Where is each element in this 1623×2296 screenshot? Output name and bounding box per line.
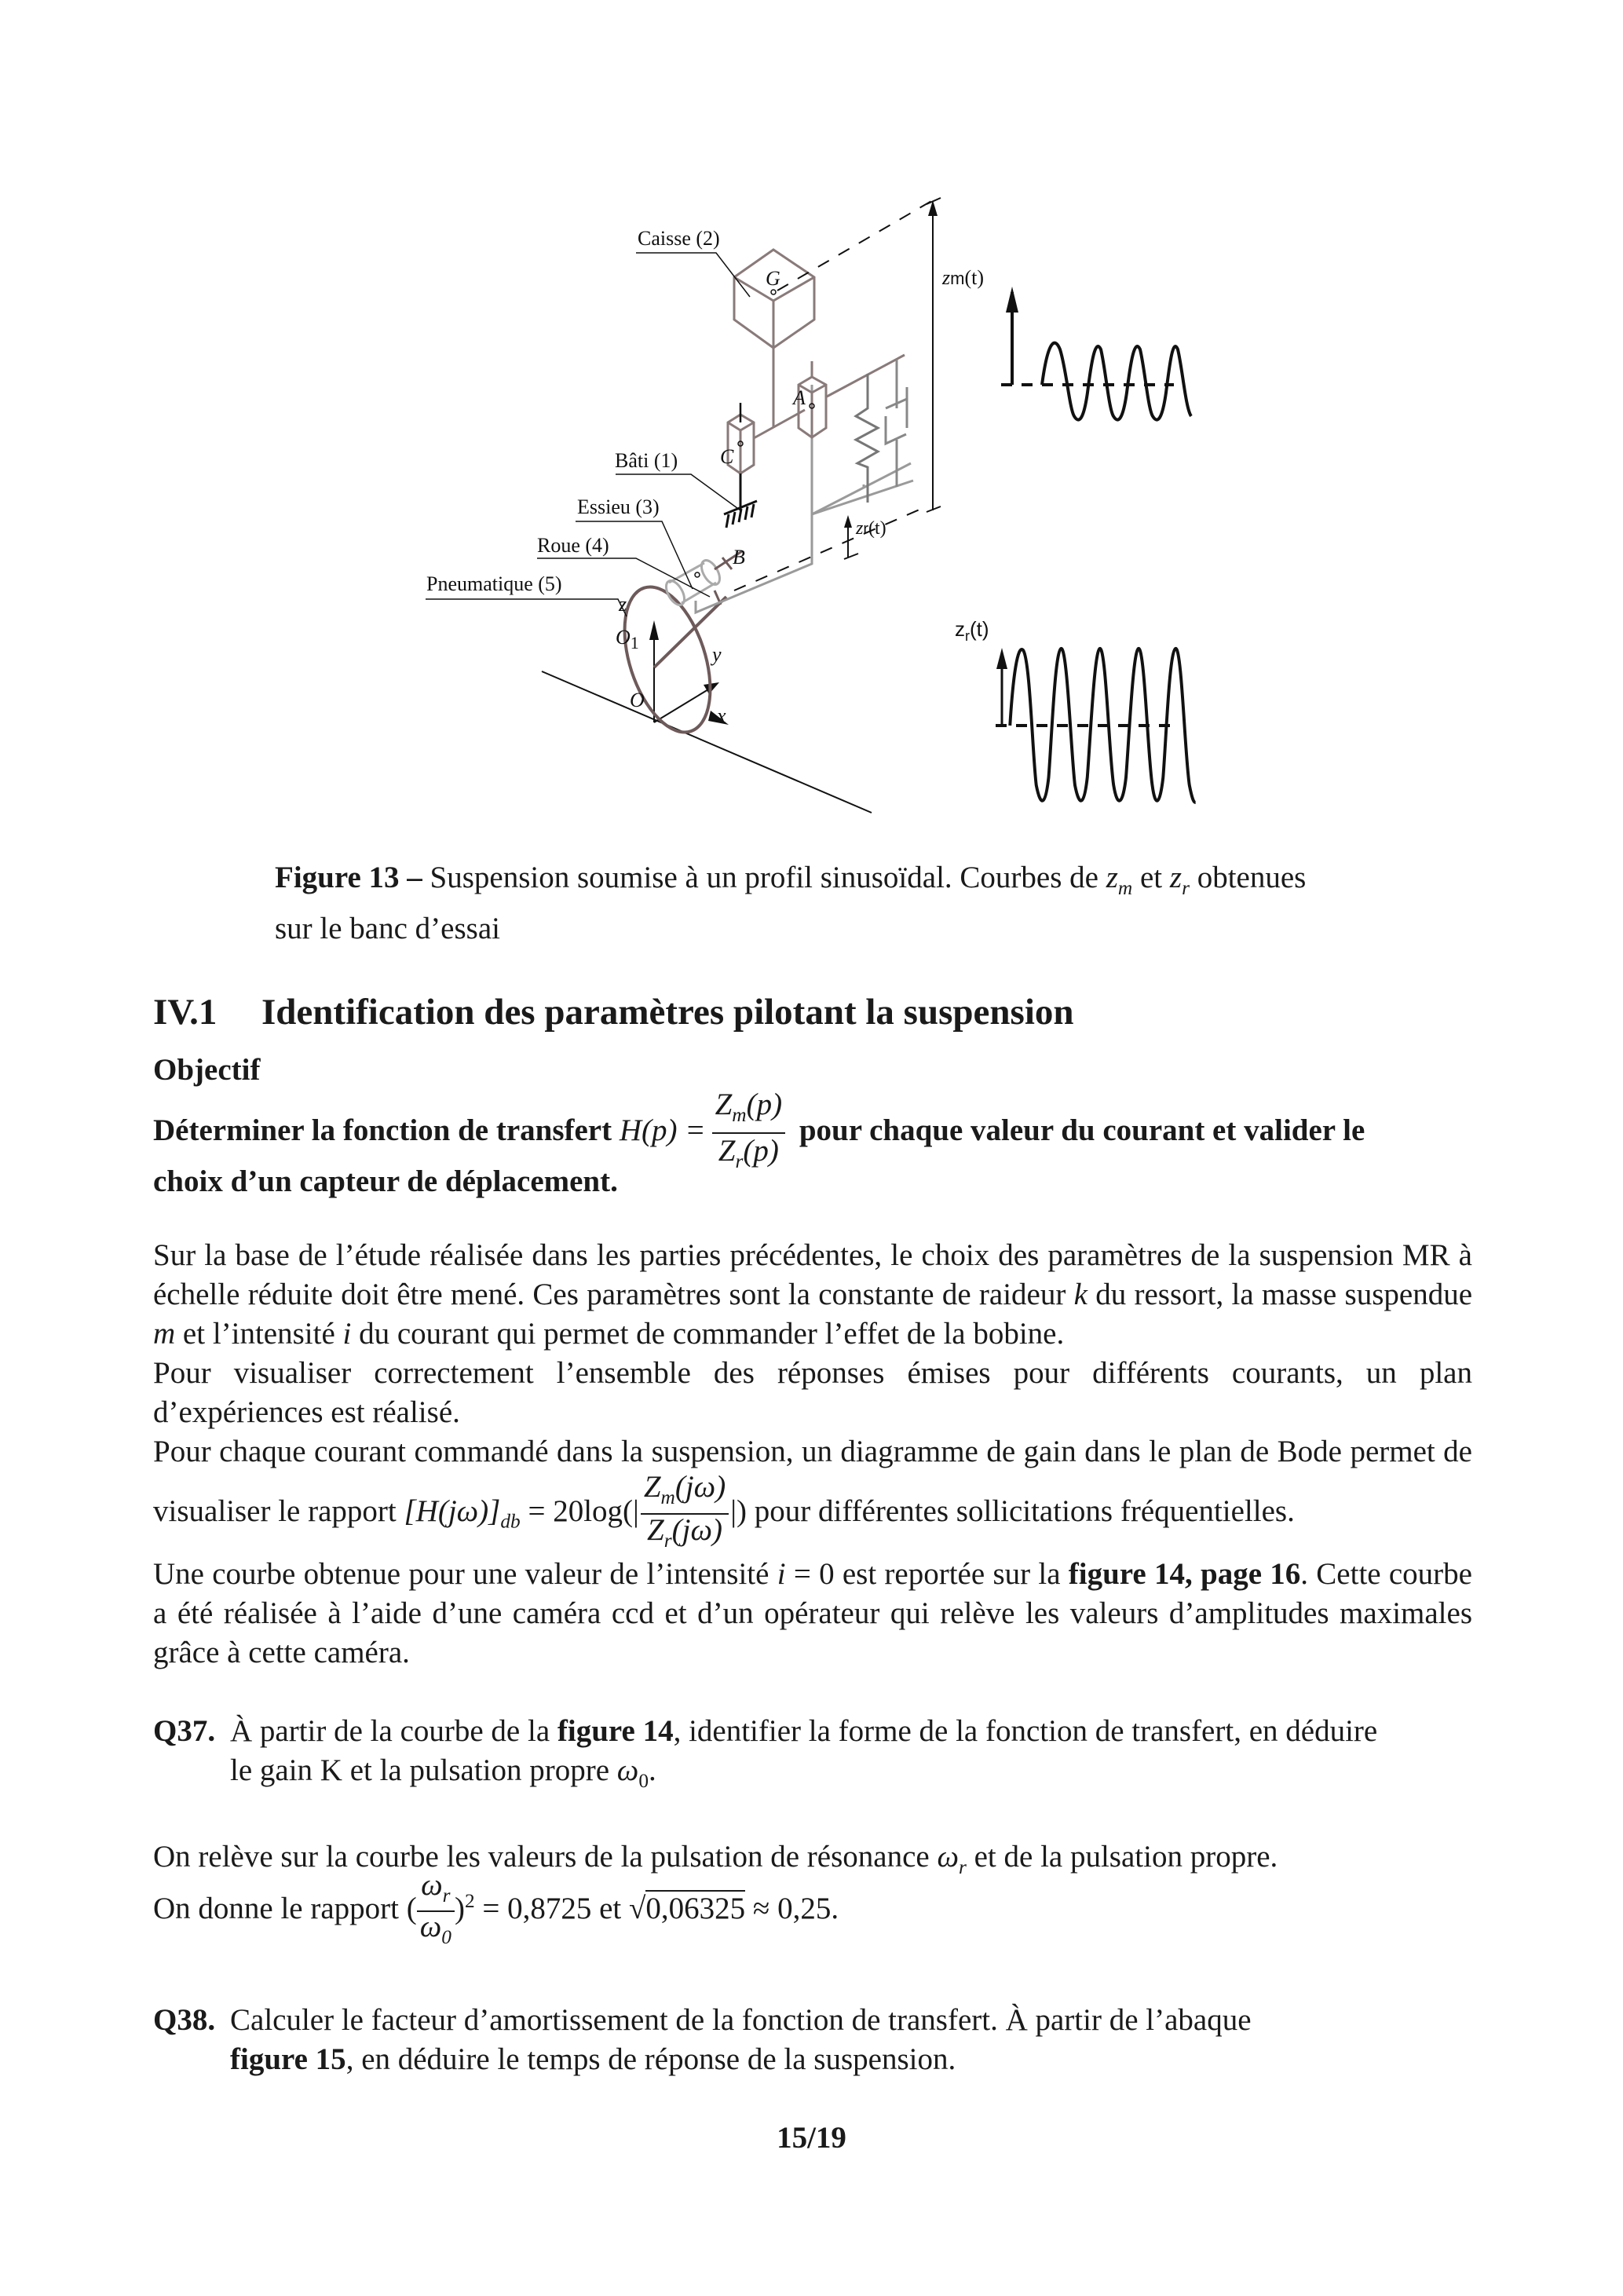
section-number: IV.1 [153,992,217,1033]
paragraph-bode: Pour chaque courant commandé dans la suspension, un diagramme de gain dans le plan de Bode permet de visualiser le rapport $[H(j\omega)]_{db} = 20\log(|$ $\frac{Z_m(j\omega)}{Z_r(j\omega)}$ |) pour différentes sollicitations fréquentielles. [153,1435,1472,1552]
given-values-line2: On donne le rapport ( $\frac{\omega_r}{\omega_0}$ )$^2$ = 0,8725 et √0,06325 ≈ 0,25. [153,1868,839,1948]
label-C: C [720,445,734,468]
label-x: x [717,704,726,727]
paragraph-plan-experiences: Pour visualiser correctement l’ensemble des réponses émises pour différents courants, un plan d’expériences est réalisé. [153,1356,1472,1429]
objectif-statement: Déterminer la fonction de transfert H(p) = $\frac{Z_m(p)}{Z_r(p)}$ pour chaque valeur du courant et valider le [153,1088,1472,1158]
q37-number: Q37. [153,1714,216,1748]
objectif-statement-line2: choix d’un capteur de déplacement. [153,1164,618,1198]
question-q37: Q37. À partir de la courbe de la figure 14, identifier la forme de la fonction de transfert, en déduire le gain K et la pulsation propre $\omega_0$. [153,1712,1472,1801]
question-q38: Q38. Calculer le facteur d’amortissement de la fonction de transfert. À partir de l’abaque figure 15, en déduire le temps de réponse de la suspension. [153,2001,1472,2079]
objectif-heading: Objectif [153,1053,261,1087]
figure-13-caption: Figure 13 – Suspension soumise à un profil sinusoïdal. Courbes de $z_m$ et $z_r$ obtenues sur le banc d’essai [275,861,1307,945]
transfer-function-fraction: $\frac{Z_m(p)}{Z_r(p)}$ [712,1088,786,1179]
label-zm: zm(t) [942,266,984,289]
caption-label: Figure 13 – [275,861,422,894]
label-bati: Bâti (1) [615,449,678,472]
zm-signal-graph [1001,287,1191,420]
figure-14-link: figure 14, page 16 [1068,1557,1301,1591]
given-values-line1: On relève sur la courbe les valeurs de la pulsation de résonance $\omega_r$ et de la pulsation propre. [153,1840,1278,1878]
label-pneumatique: Pneumatique (5) [426,572,562,595]
sqrt-symbol: √ [629,1891,646,1925]
label-y: y [712,643,722,666]
label-z: z [619,593,627,616]
label-B: B [733,546,745,569]
paragraph-parameters: Sur la base de l’étude réalisée dans les parties précédentes, le choix des paramètres de la suspension MR à échelle réduite doit être mené. Ces paramètres sont la constante de raideur k du ressort, la masse suspendue m et l’intensité i du courant qui permet de commander l’effet de la bobine. [153,1238,1472,1351]
paragraph-figure14-reference: Une courbe obtenue pour une valeur de l’intensité i = 0 est reportée sur la figure 14, page 16. Cette courbe a été réalisée à l’aide d’une caméra ccd et d’un opérateur qui relève les valeurs d’amplitudes maximales grâce à cette caméra. [153,1557,1472,1669]
label-zr-diagram: zr(t) [856,518,886,539]
figure-13-suspension-diagram [0,0,1623,848]
q38-number: Q38. [153,2003,216,2037]
section-title: Identification des paramètres pilotant la suspension [261,992,1074,1033]
zr-signal-graph [955,617,1196,803]
label-O: O [630,689,645,711]
label-G: G [766,267,780,290]
label-roue: Roue (4) [537,534,609,557]
label-caisse: Caisse (2) [638,227,720,250]
svg-text:zr(t): $z_r(t)$ [955,617,989,644]
label-essieu: Essieu (3) [577,495,660,518]
page-number: 15/19 [777,2121,846,2155]
section-heading [153,991,1074,1033]
label-A: A [793,386,806,409]
label-O1: $O_1$ [616,626,639,653]
